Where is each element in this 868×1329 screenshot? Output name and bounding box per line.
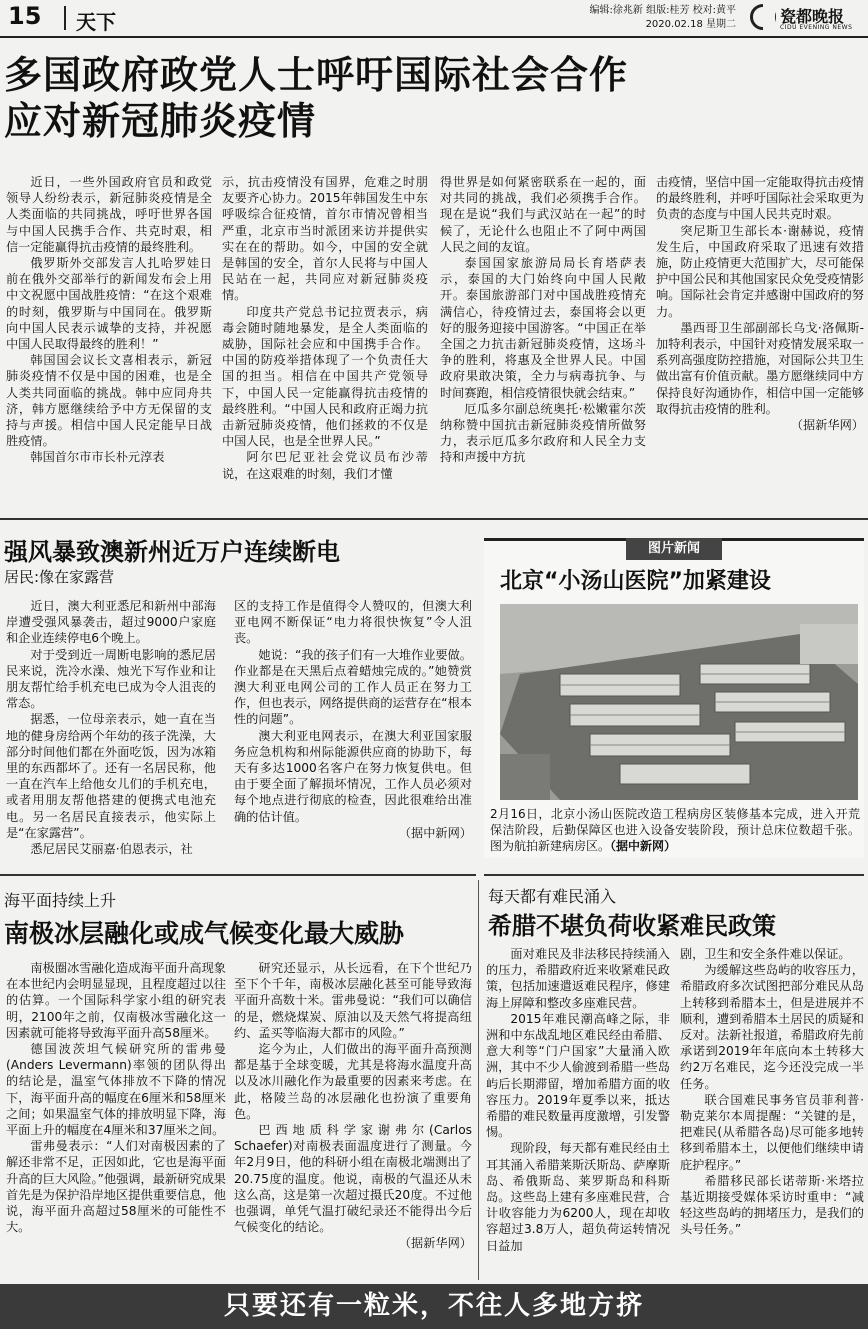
section-rule (0, 518, 868, 520)
paragraph: 联合国难民事务官员菲利普·勒克莱尔本周提醒：“关键的是，把难民(从希腊各岛)尽可能多地转移到希腊本土，以便他们继续申请庇护程序。” (680, 1092, 864, 1172)
source-credit: （据新华网） (398, 1236, 472, 1251)
paragraph: 悉尼居民艾丽嘉·伯恩表示，社 (30, 842, 193, 857)
column-rule (478, 880, 479, 1280)
masthead (0, 0, 868, 38)
page-number: 15 (8, 2, 42, 30)
issue-date: 2020.02.18 星期二 (645, 19, 736, 30)
paragraph: 为缓解这些岛屿的收容压力，希腊政府多次试图把部分难民从岛上转移到希腊本土，但是进展并不顺利，遭到希腊本土居民的质疑和反对。法新社报道，希腊政府先前承诺到2019年年底向本土转移大约2万名难民，迄今还没完成一半任务。 (680, 963, 864, 1091)
paragraph: 区的支持工作是值得令人赞叹的，但澳大利亚电网不断保证“电力将很快恢复”令人沮丧。 (234, 599, 472, 646)
paragraph: 面对难民及非法移民持续涌入的压力，希腊政府近来收紧难民政策，包括加速遣返难民程序，修建海上屏障和整改多座难民营。 (486, 947, 670, 1010)
paragraph: 阿尔巴尼亚社会党议员布沙蒂说，在这艰难的时刻，我们才懂 (222, 450, 428, 481)
antarctic-headline: 南极冰层融化或成气候变化最大威胁 (4, 919, 405, 948)
lead-headline-line2: 应对新冠肺炎疫情 (4, 99, 317, 143)
paragraph: 得世界是如何紧密联系在一起的，面对共同的挑战，我们必须携手合作。现在是说“我们与武汉站在一起”的时候了，无论什么也阻止不了阿中两国人民之间的友谊。 (440, 175, 646, 254)
photo-caption (490, 806, 860, 854)
source-credit: （据中新网） (610, 839, 677, 853)
paragraph: 墨西哥卫生部副部长乌戈·洛佩斯-加特利表示，中国针对疫情发展采取一系列高强度防控措施，对国际公共卫生做出富有价值贡献。墨方愿继续同中方保持良好沟通协作，相信中国一定能够取得抗击疫情的胜利。 (656, 320, 864, 416)
paragraph: 示，抗击疫情没有国界，危难之时朋友要齐心协力。2015年韩国发生中东呼吸综合征疫情，首尔市情况曾相当严重，北京市当时派团来访并提供实实在在的帮助。如今，中国的安全就是韩国的安全，首尔人民将与中国人民站在一起，共同应对新冠肺炎疫情。 (222, 175, 428, 303)
paragraph: 对于受到近一周断电影响的悉尼居民来说，洗冷水澡、烛光下写作业和让朋友帮忙给手机充电已成为令人沮丧的常态。 (6, 647, 216, 711)
greece-col-1 (486, 946, 670, 1280)
editor-credits (560, 4, 736, 32)
storm-headline: 强风暴致澳新州近万户连续断电 (4, 538, 340, 566)
editors-line: 编辑:徐兆新 组版:桂芳 校对:黄平 (589, 5, 736, 16)
paragraph: 澳大利亚电网表示，在澳大利亚国家服务应急机构和州际能源供应商的协助下，每天有多达1000名客户在努力恢复供电。但由于要全面了解损坏情况，工作人员必须对每个地点进行彻底的检查，因此很难给出准确的估计值。 (234, 728, 472, 824)
storm-col-2 (234, 598, 472, 868)
lead-col-3 (440, 174, 646, 510)
paragraph: 据悉，一位母亲表示，她一直在当地的健身房给两个年幼的孩子洗澡，大部分时间他们都在外面吃饭，因为冰箱里的东西都坏了。还有一名居民称，他一直在汽车上给他女儿们的手机充电，或者用朋友帮他搭建的便携式电池充电。另一名居民直接表示，他实际上是“在家露营”。 (6, 712, 216, 840)
caption-text: 2月16日，北京小汤山医院改造工程病房区装修基本完成，进入开荒保洁阶段，后勤保障区也进入设备安装阶段，预计总床位数超千张。图为航拍新建病房区。 (490, 807, 860, 853)
paragraph: 近日，澳大利亚悉尼和新州中部海岸遭受强风暴袭击，超过9000户家庭和企业连续停电6个晚上。 (6, 599, 216, 646)
paragraph: 印度共产党总书记拉贾表示，病毒会随时随地暴发，是全人类面临的威胁，国际社会应和中国携手合作。中国的防疫举措体现了一个负责任大国的担当。相信在中国共产党领导下，中国人民一定能赢得抗击疫情的最终胜利。“中国人民和政府正竭力抗击新冠肺炎疫情，他们拯救的不仅是中国人民，也是全世界人民。” (222, 304, 428, 449)
paragraph: 现阶段，每天都有难民经由土耳其涌入希腊莱斯沃斯岛、萨摩斯岛、希俄斯岛、莱罗斯岛和科斯岛。这些岛上建有多座难民营，合计收容能力为6200人，现在却收容超过3.8万人，超负荷运转情况日益加 (486, 1141, 670, 1253)
logo-icon (750, 4, 776, 30)
source-credit: （据新华网） (790, 418, 864, 433)
source-credit: （据中新网） (398, 825, 472, 840)
section-rule (484, 874, 864, 876)
storm-col-1 (6, 598, 216, 868)
greece-headline: 希腊不堪负荷收紧难民政策 (488, 912, 776, 940)
lead-col-4 (656, 174, 864, 510)
paragraph: 韩国首尔市市长朴元淳表 (30, 450, 165, 465)
storm-subheadline: 居民:像在家露营 (4, 568, 115, 586)
paper-name-en: CIDU EVENING NEWS (780, 24, 853, 31)
section-rule (0, 874, 476, 876)
hospital-construction-image (500, 604, 858, 800)
antarctic-col-2 (234, 960, 472, 1280)
greece-kicker: 每天都有难民涌入 (488, 887, 617, 906)
paragraph: 德国波茨坦气候研究所的雷弗曼(Anders Levermann)率领的团队得出的结论是，温室气体排放不下降的情况下，海平面升高的幅度在6厘米和58厘米之间；如果温室气体的排放明显下降，海平面上升的幅度在4厘米和37厘米之间。 (6, 1042, 226, 1138)
lead-col-2 (222, 174, 428, 510)
paragraph: 她说：“我的孩子们有一大堆作业要做。作业都是在天黑后点着蜡烛完成的。”她赞赏澳大利亚电网公司的工作人员正在努力工作，但也表示，网络提供商的运营存在“根本性的问题”。 (234, 647, 472, 727)
aerial-photo-image (500, 604, 858, 800)
paragraph: 近日，一些外国政府官员和政党领导人纷纷表示，新冠肺炎疫情是全人类面临的共同挑战，呼吁世界各国与中国人民携手合作、共克时艰，相信一定能赢得抗击疫情的最终胜利。 (6, 175, 212, 254)
paragraph: 迄今为止，人们做出的海平面升高预测都是基于全球变暖，尤其是将海水温度升高以及冰川融化作为最重要的因素来考虑。在此，格陵兰岛的冰层融化也扮演了重要角色。 (234, 1042, 472, 1121)
paragraph: 俄罗斯外交部发言人扎哈罗娃日前在俄外交部举行的新闻发布会上用中文祝愿中国战胜疫情：“在这个艰难的时刻，俄罗斯与中国同在。俄罗斯向中国人民表示诚挚的支持，并祝愿中国人民取得最终的胜利！” (6, 256, 212, 352)
lead-headline (4, 52, 864, 144)
antarctic-col-1 (6, 960, 226, 1280)
paragraph: 剧，卫生和安全条件难以保证。 (680, 947, 851, 961)
paragraph: 突尼斯卫生部长本·谢赫说，疫情发生后，中国政府采取了迅速有效措施，防止疫情更大范围扩大，尽可能保护中国公民和其他国家民众免受疫情影响。国际社会肯定并感谢中国政府的努力。 (656, 223, 864, 319)
photo-news-title: 北京“小汤山医院”加紧建设 (500, 569, 771, 594)
paper-name: 瓷都晚报 (780, 7, 845, 26)
paragraph: 研究还显示，从长远看，在下个世纪乃至下个千年，南极冰层融化甚至可能导致海平面升高数十米。雷弗曼说：“我们可以确信的是，燃烧煤炭、原油以及天然气将提高纽约、孟买等临海大都市的风险。” (234, 961, 472, 1040)
footer-banner: 只要还有一粒米，不往人多地方挤 (0, 1284, 868, 1329)
lead-col-1 (6, 174, 212, 510)
photo-news-tag: 图片新闻 (626, 538, 722, 560)
paragraph: 巴西地质科学家谢弗尔(Carlos Schaefer)对南极表面温度进行了测量。今年2月9日，他的科研小组在南极北端测出了20.75度的温度。他说，南极的气温还从未这么高，这是第一次超过摄氏20度。不过他也强调，单凭气温打破纪录还不能得出今后气候变化的结论。 (234, 1123, 472, 1235)
paragraph: 厄瓜多尔副总统奥托·松嫩霍尔茨纳称赞中国抗击新冠肺炎疫情所做努力，表示厄瓜多尔政府和人民全力支持和声援中方抗 (440, 401, 646, 465)
paragraph: 韩国国会议长文喜相表示，新冠肺炎疫情不仅是中国的困难，也是全人类共同面临的挑战。韩中应同舟共济，韩方愿继续给予中方无保留的支持与声援。相信中国人民定能早日战胜疫情。 (6, 353, 212, 449)
paragraph: 希腊移民部长诺蒂斯·米塔拉基近期接受媒体采访时重申：“减轻这些岛屿的拥堵压力，是我们的头号任务。” (680, 1173, 864, 1237)
greece-col-2 (680, 946, 864, 1280)
antarctic-kicker: 海平面持续上升 (4, 891, 117, 910)
paragraph: 南极圈冰雪融化造成海平面升高现象在本世纪内会明显显现，且程度超过以往的估算。一个国际科学家小组的研究表明，2100年之前，仅南极冰雪融化这一因素就可能将导致海平面升高58厘米。 (6, 961, 226, 1040)
paragraph: 击疫情，坚信中国一定能取得抗击疫情的最终胜利，并呼吁国际社会采取更为负责的态度与中国人民共克时艰。 (656, 175, 864, 222)
paper-logo (748, 2, 864, 34)
masthead-divider (64, 6, 66, 30)
paragraph: 泰国国家旅游局局长育塔萨表示，泰国的大门始终向中国人民敞开。泰国旅游部门对中国战胜疫情充满信心，待疫情过去，泰国将会以更好的服务迎接中国游客。“中国正在举全国之力抗击新冠肺炎疫情，这场斗争的胜利，将惠及全世界人民。中国政府果敢决策，全力与病毒抗争、与时间赛跑，相信疫情很快就会结束。” (440, 256, 646, 400)
lead-headline-line1: 多国政府政党人士呼吁国际社会合作 (4, 53, 629, 97)
section-name: 天下 (76, 10, 116, 34)
paragraph: 雷弗曼表示：“人们对南极因素的了解还非常不足，正因如此，它也是海平面升高的巨大风险。”他强调，最新研究成果首先是为保护沿岸地区提供重要信息，他说，海平面升高超过58厘米的可能性不大。 (6, 1139, 226, 1235)
paragraph: 2015年难民潮高峰之际，非洲和中东战乱地区难民经由希腊、意大利等“门户国家”大量涌入欧洲，其中不少人偷渡到希腊一些岛屿后长期滞留，增加希腊方面的收容压力。2019年夏季以来，抵达希腊的难民数量再度激增，引发警惕。 (486, 1011, 670, 1140)
